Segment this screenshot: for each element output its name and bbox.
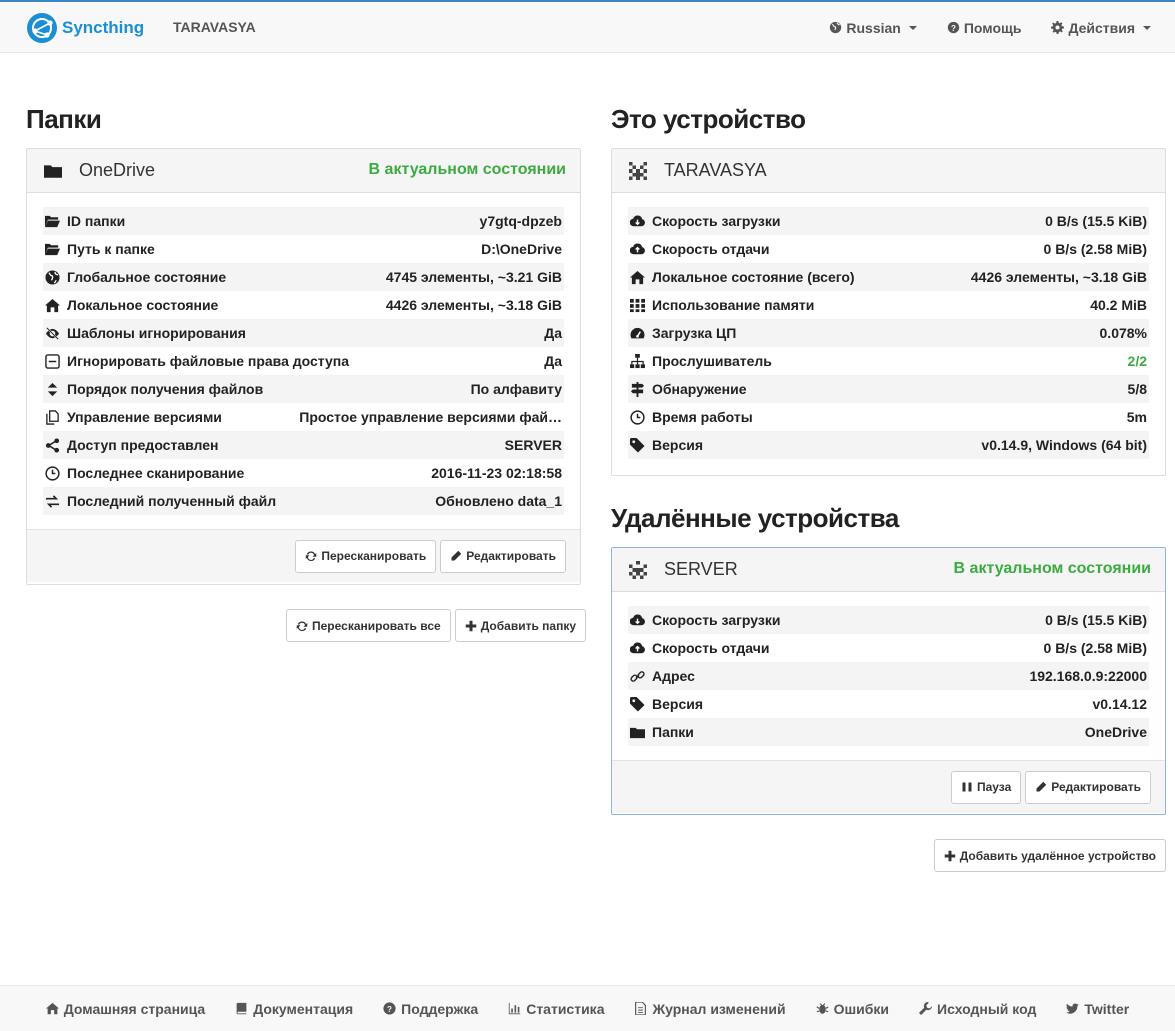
remote-detail-row-value: 0 B/s (15.5 KiB) [1045, 612, 1147, 628]
book-icon [235, 1002, 248, 1015]
folder-icon [630, 725, 652, 740]
footer-home-label: Домашняя страница [63, 1000, 206, 1017]
wrench-icon [919, 1002, 932, 1015]
sort-icon [45, 382, 67, 397]
this-device-header[interactable] [612, 149, 1165, 193]
brand[interactable] [26, 10, 144, 46]
footer-docs-label: Документация [253, 1000, 354, 1017]
rescan-all-label: Пересканировать все [312, 618, 441, 633]
this-device-name: TARAVASYA [664, 160, 767, 180]
folder-detail-row-label: Игнорировать файловые права доступа [67, 353, 350, 369]
folder-detail-row-value: 4745 элементы, ~3.21 GiB [385, 269, 562, 285]
remote-detail-row-label: Версия [652, 696, 704, 712]
folder-detail-row-label: Последний полученный файл [67, 493, 277, 509]
folder-icon [44, 162, 62, 180]
remote-device-panel [611, 547, 1166, 815]
device-detail-row-label: Время работы [652, 409, 753, 425]
remote-device-details [612, 592, 1165, 760]
folder-detail-row-value: Обновлено data_1 [435, 493, 562, 509]
folder-detail-row-label: Доступ предоставлен [67, 437, 219, 453]
folder-detail-row [43, 291, 564, 319]
remote-detail-row-value: 0 B/s (2.58 MiB) [1043, 640, 1147, 656]
footer-stats-label: Статистика [526, 1000, 605, 1017]
question-circle-icon [947, 21, 960, 34]
device-detail-row-label: Обнаружение [652, 381, 747, 397]
clock-icon [630, 410, 652, 425]
device-detail-row [628, 375, 1149, 403]
plus-icon [944, 850, 956, 862]
device-detail-row-value: v0.14.9, Windows (64 bit) [981, 437, 1147, 453]
tag-icon [630, 697, 652, 712]
remote-detail-row [628, 606, 1149, 634]
footer-bugs-label: Ошибки [833, 1000, 890, 1017]
rescan-all-button[interactable] [286, 609, 451, 642]
folder-detail-row [43, 375, 564, 403]
folder-detail-row-label: Путь к папке [67, 241, 155, 257]
cloud-upload-icon [630, 242, 652, 257]
device-detail-row [628, 207, 1149, 235]
folder-detail-row-value: По алфавиту [470, 381, 562, 397]
device-detail-row [628, 319, 1149, 347]
cloud-download-icon [630, 214, 652, 229]
pause-icon [961, 781, 973, 793]
rescan-button[interactable] [295, 540, 436, 573]
this-device-details [612, 193, 1165, 473]
sitemap-icon [630, 354, 652, 369]
add-folder-button[interactable] [455, 609, 586, 642]
footer-stats-link[interactable] [508, 1001, 604, 1017]
device-detail-row-value: 0.078% [1099, 325, 1147, 341]
exchange-icon [45, 494, 67, 509]
eye-slash-icon [45, 326, 67, 341]
folders-heading: Папки [26, 104, 102, 134]
tachometer-icon [630, 326, 652, 341]
globe-icon [829, 21, 842, 34]
remote-detail-row-value: 192.168.0.9:22000 [1029, 668, 1147, 684]
remote-detail-row-label: Скорость загрузки [652, 612, 781, 628]
navbar-device-name: TARAVASYA [173, 19, 256, 35]
folder-detail-row-label: Последнее сканирование [67, 465, 245, 481]
tag-icon [630, 438, 652, 453]
pause-button[interactable] [951, 771, 1021, 804]
folder-detail-row [43, 431, 564, 459]
folder-detail-row-label: Порядок получения файлов [67, 381, 264, 397]
device-detail-row-value: 0 B/s (15.5 KiB) [1045, 213, 1147, 229]
folder-panel-footer [27, 529, 580, 582]
remote-detail-row-value: OneDrive [1084, 724, 1147, 740]
folder-detail-row-value: Да [544, 353, 562, 369]
home-icon [45, 298, 67, 313]
remote-detail-row [628, 634, 1149, 662]
th-icon [630, 298, 652, 313]
folder-actions [286, 609, 586, 642]
folder-open-icon [45, 242, 67, 257]
gear-icon [1051, 21, 1064, 34]
folder-detail-row [43, 207, 564, 235]
folder-detail-row [43, 459, 564, 487]
pencil-icon [1035, 781, 1047, 793]
add-remote-device-button[interactable] [934, 839, 1166, 872]
folder-detail-row-value: Да [544, 325, 562, 341]
add-folder-label: Добавить папку [480, 618, 577, 633]
device-detail-row-label: Скорость загрузки [652, 213, 781, 229]
remote-device-header[interactable] [612, 548, 1165, 592]
device-detail-row-label: Скорость отдачи [652, 241, 770, 257]
footer-docs-link[interactable] [235, 1001, 353, 1017]
refresh-icon [296, 620, 308, 632]
remote-detail-row-value: v0.14.12 [1092, 696, 1147, 712]
footer-support-link[interactable] [383, 1001, 478, 1017]
file-text-icon [634, 1002, 647, 1015]
folder-detail-row [43, 487, 564, 515]
folder-detail-row [43, 347, 564, 375]
device-detail-row-label: Загрузка ЦП [652, 325, 737, 341]
device-detail-row-value: 5/8 [1127, 381, 1147, 397]
device-detail-row-label: Версия [652, 437, 704, 453]
footer [0, 985, 1175, 1031]
remote-actions [934, 839, 1166, 872]
pause-label: Пауза [976, 780, 1012, 794]
folder-detail-row [43, 403, 564, 431]
brand-name: Syncthing [62, 18, 145, 37]
device-detail-row [628, 347, 1149, 375]
language-menu[interactable] [829, 20, 916, 36]
this-device-heading: Это устройство [611, 104, 806, 134]
cloud-download-icon [630, 613, 652, 628]
bar-chart-icon [508, 1002, 521, 1015]
folder-detail-row [43, 235, 564, 263]
remote-detail-row-label: Скорость отдачи [652, 640, 770, 656]
device-detail-row [628, 431, 1149, 459]
link-icon [630, 669, 652, 684]
folder-detail-row [43, 319, 564, 347]
device-detail-row-value: 2/2 [1127, 353, 1147, 369]
clock-icon [45, 466, 67, 481]
share-icon [45, 438, 67, 453]
edit-folder-label: Редактировать [466, 549, 556, 563]
twitter-icon [1066, 1002, 1079, 1015]
folder-detail-row-value: y7gtq-dpzeb [479, 213, 562, 229]
remote-device-status: В актуальном состоянии [953, 560, 1151, 577]
actions-menu[interactable] [1051, 20, 1151, 36]
home-icon [630, 270, 652, 285]
help-menu[interactable] [947, 20, 1022, 36]
device-detail-row [628, 235, 1149, 263]
folder-detail-row-value: SERVER [504, 437, 562, 453]
device-identicon-icon [629, 162, 647, 180]
globe-icon [45, 270, 67, 285]
device-detail-row-label: Прослушиватель [652, 353, 772, 369]
folder-open-icon [45, 214, 67, 229]
home-icon [46, 1002, 59, 1015]
folder-detail-row-value: 4426 элементы, ~3.18 GiB [385, 297, 562, 313]
device-detail-row [628, 263, 1149, 291]
svg-text:?: ? [950, 23, 956, 33]
edit-folder-button[interactable] [440, 540, 566, 573]
folder-detail-row-value: D:\OneDrive [481, 241, 562, 257]
copy-icon [45, 410, 67, 425]
remote-detail-row [628, 662, 1149, 690]
device-detail-row-value: 40.2 MiB [1090, 297, 1147, 313]
footer-twitter-link[interactable] [1066, 1001, 1129, 1017]
plus-icon [465, 620, 477, 632]
folder-detail-row [43, 263, 564, 291]
device-detail-row [628, 291, 1149, 319]
syncthing-logo-icon [26, 12, 58, 44]
remote-devices-heading: Удалённые устройства [611, 503, 899, 533]
device-detail-row-label: Локальное состояние (всего) [652, 269, 855, 285]
remote-detail-row-label: Папки [652, 724, 694, 740]
language-label: Russian [846, 19, 901, 36]
refresh-icon [305, 550, 317, 562]
folder-detail-row-value: 2016-11-23 02:18:58 [431, 465, 562, 481]
add-remote-device-label: Добавить удалённое устройство [959, 848, 1156, 863]
bug-icon [816, 1002, 829, 1015]
folder-detail-row-label: Глобальное состояние [67, 269, 227, 285]
signpost-icon [630, 382, 652, 397]
remote-detail-row-label: Адрес [652, 668, 695, 684]
footer-source-link[interactable] [919, 1001, 1036, 1017]
folder-details [27, 193, 580, 529]
folder-detail-row-label: ID папки [67, 213, 126, 229]
remote-device-name: SERVER [664, 559, 738, 579]
folder-name: OneDrive [79, 160, 156, 180]
footer-twitter-label: Twitter [1084, 1000, 1130, 1017]
footer-support-label: Поддержка [401, 1000, 479, 1017]
chevron-down-icon [909, 26, 917, 30]
folder-detail-row-label: Шаблоны игнорирования [67, 325, 246, 341]
footer-changelog-label: Журнал изменений [652, 1000, 786, 1017]
footer-changelog-link[interactable] [634, 1001, 785, 1017]
folder-detail-row-value: Простое управление версиями фай… [299, 409, 562, 425]
svg-text:?: ? [387, 1004, 393, 1014]
rescan-label: Пересканировать [321, 549, 427, 563]
device-detail-row-value: 4426 элементы, ~3.18 GiB [970, 269, 1147, 285]
actions-label: Действия [1068, 19, 1135, 36]
footer-home-link[interactable] [46, 1001, 205, 1017]
folder-panel-header[interactable] [27, 149, 580, 193]
footer-source-label: Исходный код [937, 1000, 1037, 1017]
edit-device-button[interactable] [1025, 771, 1151, 804]
device-detail-row [628, 403, 1149, 431]
device-detail-row-value: 0 B/s (2.58 MiB) [1043, 241, 1147, 257]
device-detail-row-label: Использование памяти [652, 297, 815, 313]
minus-square-icon [45, 354, 67, 369]
chevron-down-icon [1143, 26, 1151, 30]
question-circle-icon [383, 1002, 396, 1015]
edit-device-label: Редактировать [1051, 780, 1141, 794]
folder-detail-row-label: Управление версиями [67, 409, 222, 425]
folder-status: В актуальном состоянии [368, 161, 566, 178]
device-identicon-icon [629, 561, 647, 579]
remote-device-footer [612, 760, 1165, 813]
footer-bugs-link[interactable] [816, 1001, 889, 1017]
cloud-upload-icon [630, 641, 652, 656]
remote-detail-row [628, 718, 1149, 746]
remote-detail-row [628, 690, 1149, 718]
folder-panel [26, 148, 581, 585]
help-label: Помощь [963, 19, 1022, 36]
navbar [0, 0, 1175, 53]
folder-detail-row-label: Локальное состояние [67, 297, 219, 313]
device-detail-row-value: 5m [1126, 409, 1147, 425]
this-device-panel [611, 148, 1166, 476]
pencil-icon [450, 550, 462, 562]
